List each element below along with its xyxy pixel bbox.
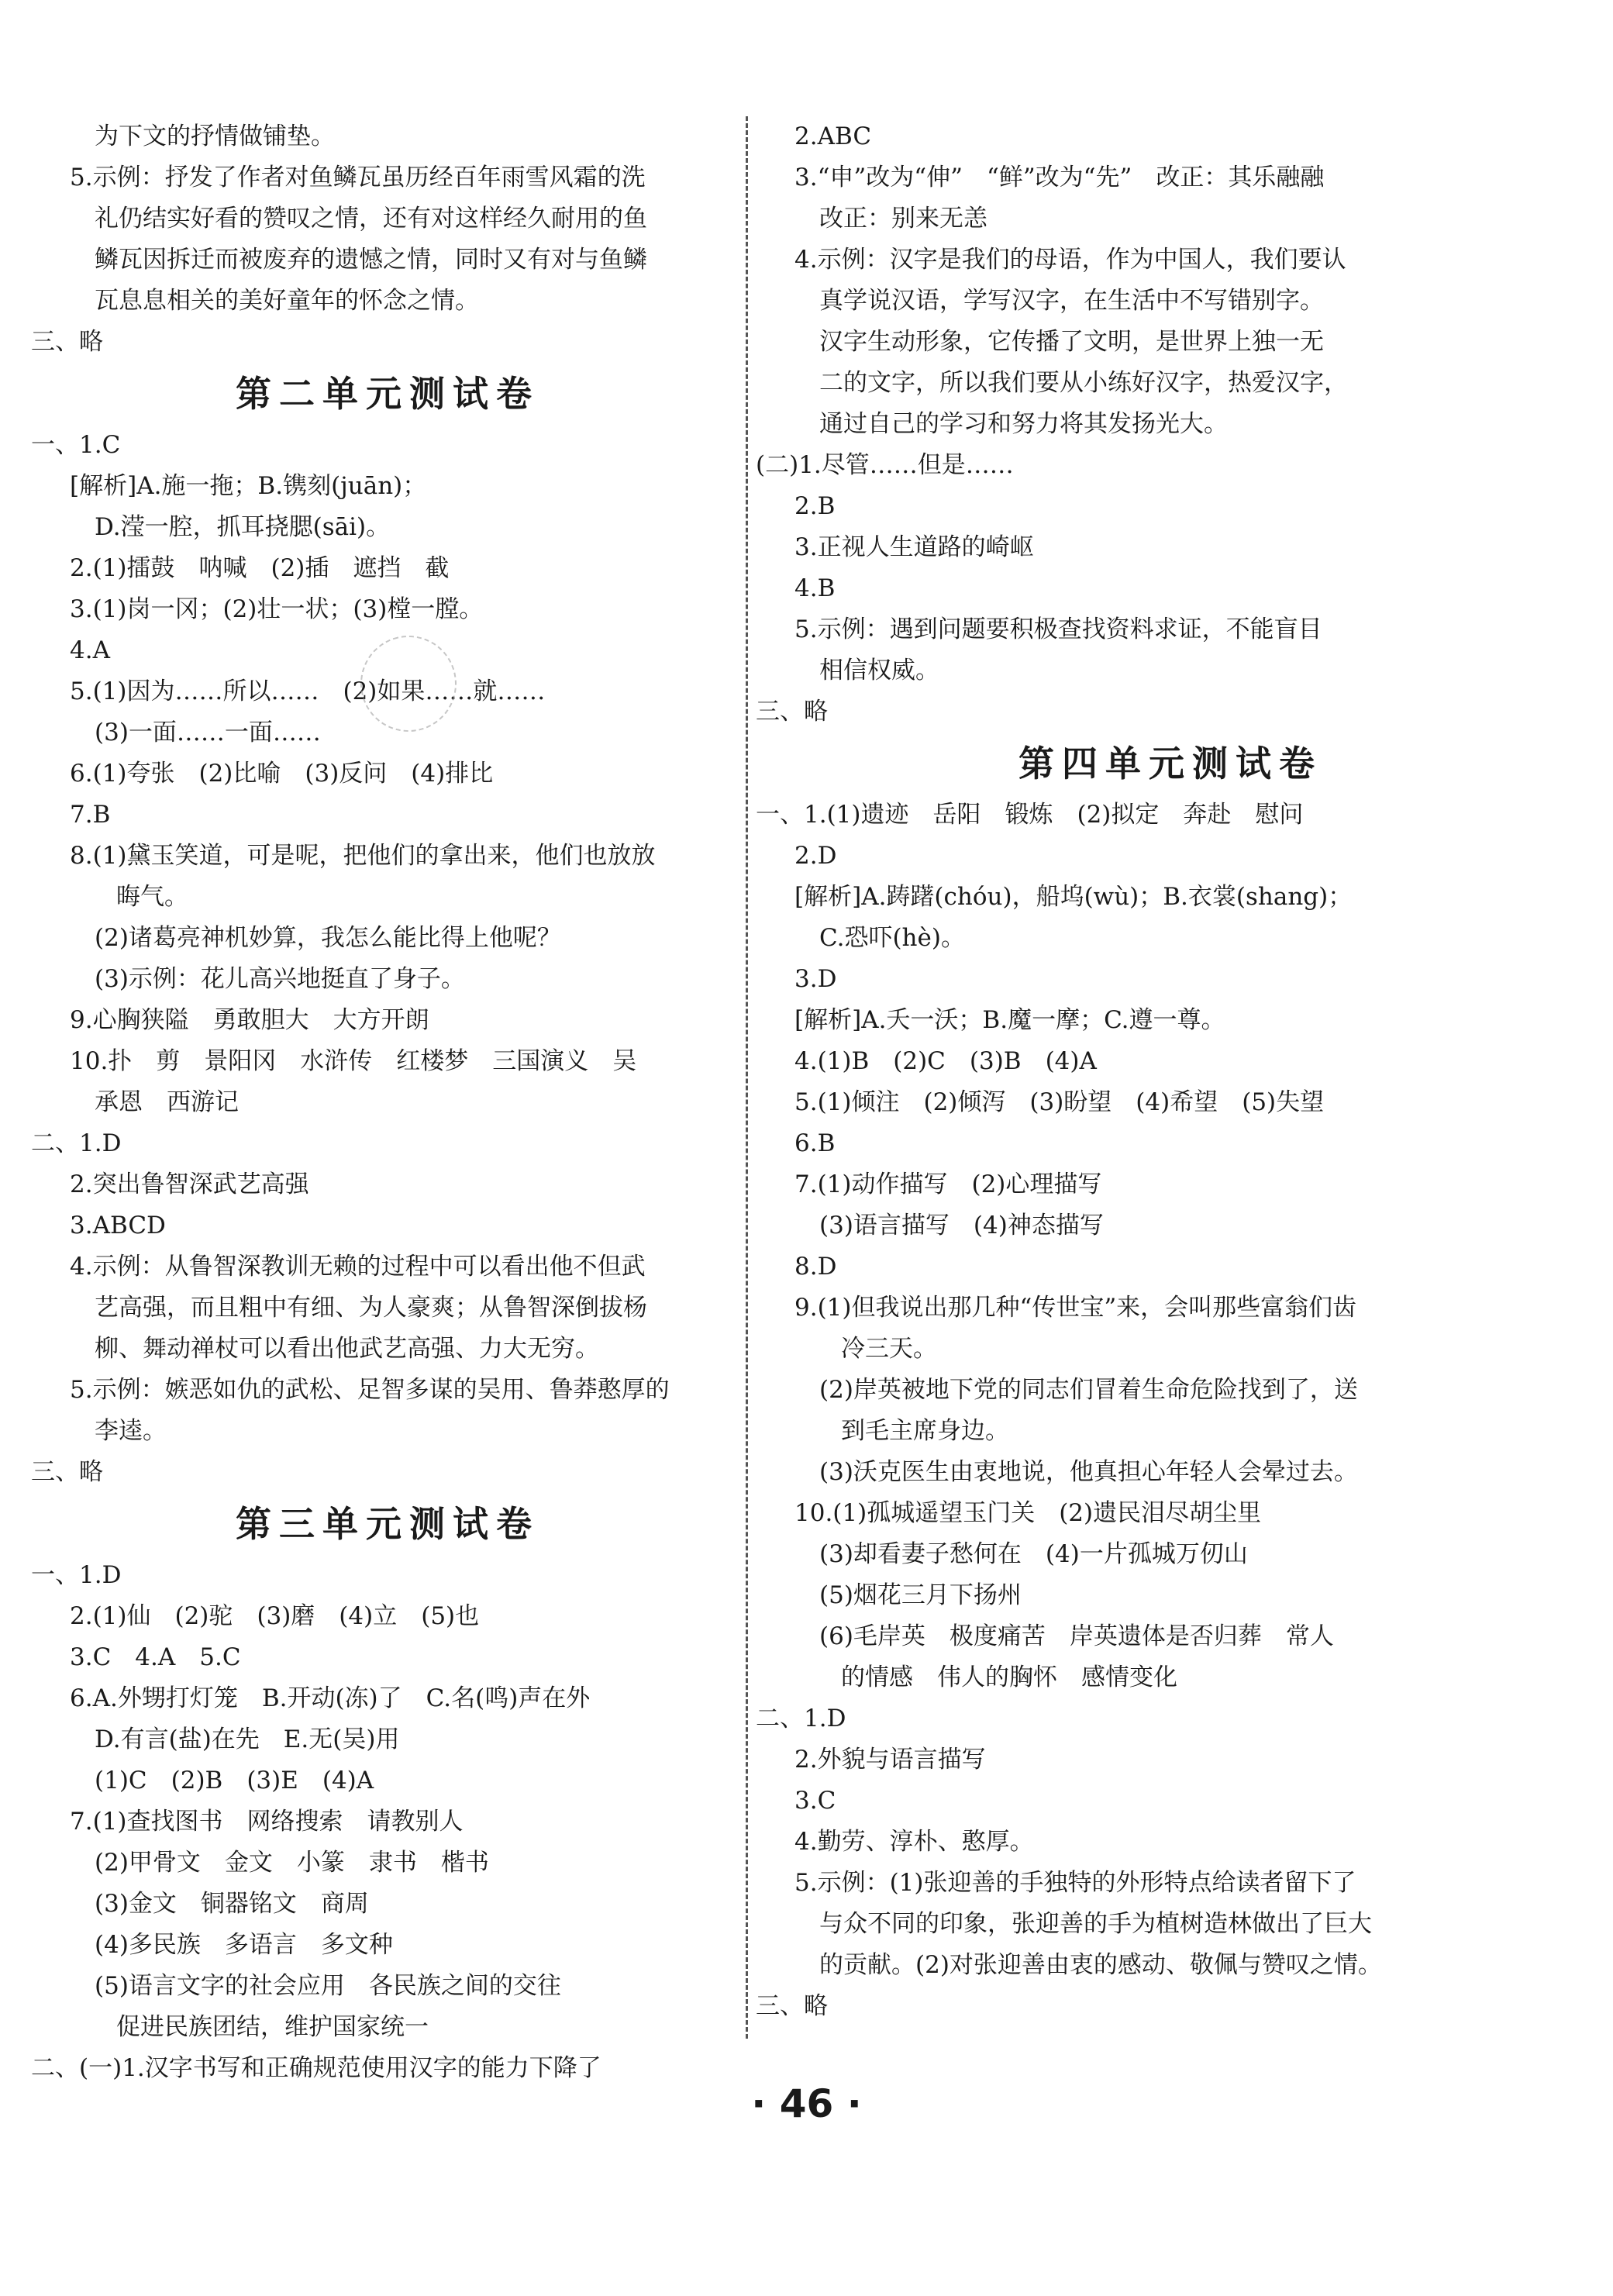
answer-line: 汉字生动形象，它传播了文明，是世界上独一无	[819, 328, 1324, 356]
answer-line: 4.(1)B (2)C (3)B (4)A	[794, 1047, 1097, 1075]
answer-line: (5)语言文字的社会应用 各民族之间的交往	[95, 1972, 561, 2000]
answer-line: 一、1.D	[31, 1561, 122, 1589]
answer-line: [解析]A.夭一沃；B.魔一摩；C.遵一尊。	[794, 1006, 1225, 1034]
answer-line: (2)诸葛亮神机妙算，我怎么能比得上他呢？	[95, 924, 561, 952]
answer-line: (3)金文 铜器铭文 商周	[95, 1890, 369, 1918]
page-number-value: 46	[779, 2081, 834, 2126]
answer-line: 2.D	[794, 842, 837, 870]
answer-line: (2)岸英被地下党的同志们冒着生命危险找到了，送	[819, 1376, 1358, 1404]
answer-line: 2.B	[794, 492, 836, 520]
answer-line: 二、1.D	[31, 1129, 122, 1157]
answer-line: 3.正视人生道路的崎岖	[794, 533, 1034, 561]
answer-line: 10.(1)孤城遥望玉门关 (2)遗民泪尽胡尘里	[794, 1499, 1262, 1527]
answer-line: 二的文字，所以我们要从小练好汉字，热爱汉字，	[819, 369, 1348, 397]
answer-line: 2.外貌与语言描写	[794, 1746, 986, 1774]
answer-line: 9.(1)但我说出那几种“传世宝”来，会叫那些富翁们齿	[794, 1294, 1357, 1322]
answer-line: 柳、舞动禅杖可以看出他武艺高强、力大无穷。	[95, 1335, 599, 1363]
answer-line: 5.示例：遇到问题要积极查找资料求证，不能盲目	[794, 615, 1322, 643]
answer-line: 相信权威。	[819, 657, 939, 684]
answer-line: 三、略	[31, 1458, 103, 1486]
answer-line: 4.示例：汉字是我们的母语，作为中国人，我们要认	[794, 246, 1346, 274]
answer-line: 7.B	[70, 801, 111, 829]
answer-line: 4.勤劳、淳朴、憨厚。	[794, 1828, 1034, 1856]
answer-line: 6.B	[794, 1129, 836, 1157]
answer-line: D.滢一腔，抓耳挠腮(sāi)。	[95, 513, 391, 541]
answer-line: 4.示例：从鲁智深教训无赖的过程中可以看出他不但武	[70, 1253, 646, 1281]
answer-line: D.有言(盐)在先 E.无(吴)用	[95, 1725, 400, 1753]
answer-line: 与众不同的印象，张迎善的手为植树造林做出了巨大	[819, 1910, 1372, 1938]
answer-line: (5)烟花三月下扬州	[819, 1581, 1022, 1609]
answer-line: 3.C 4.A 5.C	[70, 1643, 241, 1671]
answer-line: 瓦息息相关的美好童年的怀念之情。	[95, 287, 479, 315]
answer-line: 到毛主席身边。	[841, 1417, 1009, 1445]
section-title: 第四单元测试卷	[1018, 743, 1322, 784]
answer-line: (3)却看妻子愁何在 (4)一片孤城万仞山	[819, 1540, 1248, 1568]
answer-line: [解析]A.施一拖；B.镌刻(juān)；	[70, 472, 427, 500]
page-number: · 46 ·	[751, 2081, 862, 2126]
answer-line: 7.(1)动作描写 (2)心理描写	[794, 1170, 1102, 1198]
answer-line: 9.心胸狭隘 勇敢胆大 大方开朗	[70, 1006, 429, 1034]
answer-line: 2.(1)仙 (2)驼 (3)磨 (4)立 (5)也	[70, 1602, 480, 1630]
answer-line: 李逵。	[95, 1417, 167, 1445]
answer-line: 3.ABCD	[70, 1212, 166, 1239]
answer-line: 6.(1)夸张 (2)比喻 (3)反问 (4)排比	[70, 760, 494, 788]
answer-line: 三、略	[756, 1992, 828, 2020]
answer-line: 为下文的抒情做铺垫。	[95, 122, 335, 150]
answer-line: 10.扑 剪 景阳冈 水浒传 红楼梦 三国演义 吴	[70, 1047, 637, 1075]
answer-line: (3)示例：花儿高兴地挺直了身子。	[95, 965, 465, 993]
answer-line: 4.A	[70, 636, 110, 664]
answer-line: 艺高强，而且粗中有细、为人豪爽；从鲁智深倒拔杨	[95, 1294, 647, 1322]
answer-line: 改正：别来无恙	[819, 205, 987, 233]
answer-line: (3)沃克医生由衷地说，他真担心年轻人会晕过去。	[819, 1458, 1358, 1486]
column-divider	[746, 116, 748, 2039]
answer-line: 承恩 西游记	[95, 1088, 239, 1116]
answer-line: 三、略	[756, 698, 828, 726]
answer-line: 3.C	[794, 1787, 836, 1815]
answer-line: 5.(1)因为……所以…… (2)如果……就……	[70, 677, 546, 705]
answer-line: 3.(1)岗一冈；(2)壮一状；(3)樘一膛。	[70, 595, 484, 623]
right-column	[756, 116, 1585, 2027]
answer-line: (二)1.尽管……但是……	[756, 451, 1014, 479]
answer-line: 真学说汉语，学写汉字，在生活中不写错别字。	[819, 287, 1324, 315]
answer-line: 晦气。	[116, 883, 188, 911]
left-column	[31, 116, 744, 2089]
answer-line: 的贡献。(2)对张迎善由衷的感动、敬佩与赞叹之情。	[819, 1951, 1382, 1979]
answer-line: 2.ABC	[794, 122, 872, 150]
answer-line: 二、1.D	[756, 1705, 846, 1732]
answer-line: 3.D	[794, 965, 837, 993]
answer-line: 2.突出鲁智深武艺高强	[70, 1170, 309, 1198]
answer-line: 一、1.C	[31, 431, 121, 459]
answer-line: 三、略	[31, 328, 103, 356]
answer-line: 鳞瓦因拆迁而被废弃的遗憾之情，同时又有对与鱼鳞	[95, 246, 647, 274]
answer-line: 礼仍结实好看的赞叹之情，还有对这样经久耐用的鱼	[95, 205, 647, 233]
answer-line: 7.(1)查找图书 网络搜索 请教别人	[70, 1808, 464, 1836]
section-title: 第二单元测试卷	[236, 373, 539, 415]
answer-line: 6.A.外甥打灯笼 B.开动(冻)了 C.名(鸣)声在外	[70, 1684, 591, 1712]
answer-line: 二、(一)1.汉字书写和正确规范使用汉字的能力下降了	[31, 2054, 601, 2082]
answer-line: 5.(1)倾注 (2)倾泻 (3)盼望 (4)希望 (5)失望	[794, 1088, 1325, 1116]
answer-line: 4.B	[794, 574, 836, 602]
answer-line: 8.D	[794, 1253, 837, 1281]
answer-line: 8.(1)黛玉笑道，可是呢，把他们的拿出来，他们也放放	[70, 842, 656, 870]
answer-line: 一、1.(1)遗迹 岳阳 锻炼 (2)拟定 奔赴 慰问	[756, 801, 1304, 829]
answer-line: 5.示例：抒发了作者对鱼鳞瓦虽历经百年雨雪风霜的洗	[70, 164, 646, 191]
answer-line: 3.“申”改为“伸” “鲜”改为“先” 改正：其乐融融	[794, 164, 1325, 191]
section-title: 第三单元测试卷	[236, 1503, 539, 1545]
answer-line: (4)多民族 多语言 多文种	[95, 1931, 393, 1959]
answer-line: C.恐吓(hè)。	[819, 924, 965, 952]
answer-line: 冷三天。	[841, 1335, 937, 1363]
answer-line: (2)甲骨文 金文 小篆 隶书 楷书	[95, 1849, 489, 1877]
answer-line: 促进民族团结，维护国家统一	[116, 2013, 429, 2041]
answer-line: 的情感 伟人的胸怀 感情变化	[841, 1663, 1177, 1691]
answer-line: 通过自己的学习和努力将其发扬光大。	[819, 410, 1228, 438]
answer-line: (6)毛岸英 极度痛苦 岸英遗体是否归葬 常人	[819, 1622, 1334, 1650]
answer-line: 5.示例：嫉恶如仇的武松、足智多谋的吴用、鲁莽憨厚的	[70, 1376, 670, 1404]
answer-line: 5.示例：(1)张迎善的手独特的外形特点给读者留下了	[794, 1869, 1356, 1897]
answer-line: (3)一面……一面……	[95, 719, 321, 746]
answer-line: (1)C (2)B (3)E (4)A	[95, 1767, 374, 1794]
answer-line: [解析]A.踌躇(chóu)，船坞(wù)；B.衣裳(shang)；	[794, 883, 1353, 911]
answer-line: (3)语言描写 (4)神态描写	[819, 1212, 1104, 1239]
answer-line: 2.(1)擂鼓 呐喊 (2)插 遮挡 截	[70, 554, 450, 582]
